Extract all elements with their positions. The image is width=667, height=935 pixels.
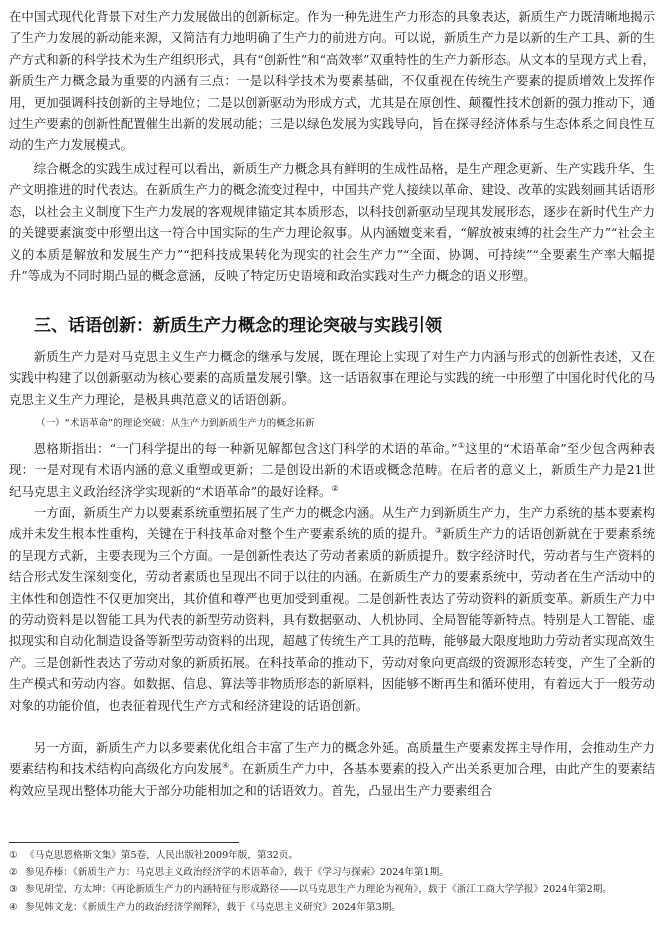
body-paragraph-5 <box>9 502 655 716</box>
paragraph-4-part-b: 这里的“术语革命”至少包含两种表现：一是对现有术语内涵的意义重塑或更新；二是创设出新的术语或概念范畴。在后者的意义上，新质生产力是21世纪马克思主义政治经济学实现新的“术语革命”的最好诠释。 <box>9 441 656 499</box>
paragraph-5-part-b: 新质生产力的话语创新就在于要素系统的呈现方式新，主要表现为三个方面。一是创新性表达了劳动者素质的新质提升。数字经济时代，劳动者与生产资料的结合形式发生深刻变化，劳动者素质也呈现出不同于以往的内涵。在新质生产力的要素系统中，劳动者在生产活动中的主体性和创造性不仅更加突出，其价值和尊严也更加受到重视。二是创新性表达了劳动资料的新质变革。新质生产力中的劳动资料是以智能工具为代表的新型劳动资料，具有数据驱动、人机协同、全局智能等新特点。特别是人工智能、虚拟现实和自动化制造设备等新型劳动资料的出现，超越了传统生产工具的范畴，能够最大限度地助力劳动者实现高效生产。三是创新性表达了劳动对象的新质拓展。在科技革命的推动下，劳动对象向更高级的资源形态转变，产生了全新的生产模式和劳动内容。如数据、信息、算法等非物质形态的新原料，因能够不断再生和循环使用，有着远大于一般劳动对象的功能价值，也表征着现代生产方式和经济建设的话语创新。 <box>9 526 656 713</box>
footnotes <box>9 848 661 917</box>
section-heading: 三、话语创新：新质生产力概念的理论突破与实践引领 <box>34 316 442 336</box>
body-paragraph-3: 新质生产力是对马克思主义生产力概念的继承与发展，既在理论上实现了对生产力内涵与形式的创新性表述，又在实践中构建了以创新驱动为核心要素的高质量发展引擎。这一话语叙事在理论与实践的统一中形塑了中国化时代化的马克思主义生产力理论，是极具典范意义的话语创新。 <box>9 349 655 407</box>
footnote-ref-4[interactable]: ④ <box>221 761 230 771</box>
footnote-text: 参见乔榛：《新质生产力：马克思主义政治经济学的术语革命》，载于《学习与探索》2024年第1期。 <box>25 867 449 879</box>
paragraph-4-part-a: 恩格斯指出：“一门科学提出的每一种新见解都包含这门科学的术语的革命。” <box>33 441 458 456</box>
footnote-text: 《马克思恩格斯文集》第5卷，人民出版社2009年版，第32页。 <box>25 850 298 861</box>
footnote-text: 参见韩文龙：《新质生产力的政治经济学阐释》，载于《马克思主义研究》2024年第3期。 <box>25 901 401 913</box>
footnote-text: 参见胡莹、方太坤：《再论新质生产力的内涵特征与形成路径——以马克思生产力理论为视角》，载于《浙江工商大学学报》2024年第2期。 <box>25 884 612 896</box>
footnote-2 <box>9 865 661 880</box>
footnote-ref-1[interactable]: ① <box>457 440 466 450</box>
footnote-3 <box>9 882 661 897</box>
paragraph-5-part-a: 一方面，新质生产力以要素系统重塑拓展了生产力的概念内涵。从生产力到新质生产力，生产力系统的基本要素构成并未发生根本性重构，关键在于科技革命对整个生产要素系统的质的提升。 <box>9 505 655 542</box>
footnote-mark: ② <box>9 867 18 879</box>
subsection-heading: （一）“术语革命”的理论突破：从生产力到新质生产力的概念拓新 <box>36 418 315 429</box>
footnote-ref-3[interactable]: ③ <box>434 526 443 536</box>
footnote-4 <box>9 900 661 915</box>
body-paragraph-6 <box>9 737 655 801</box>
footnote-divider <box>9 842 239 843</box>
paragraph-6-part-a: 另一方面，新质生产力以多要素优化组合丰富了生产力的概念外延。高质量生产要素发挥主导作用，会推动生产力要素结构和技术结构向高级化方向发展 <box>9 740 655 777</box>
body-paragraph-4 <box>9 438 655 502</box>
body-paragraph-1: 在中国式现代化背景下对生产力发展做出的创新标定。作为一种先进生产力形态的具象表达，新质生产力既清晰地揭示了生产力发展的新动能来源，又简洁有力地明确了生产力的前进方向。可以说，新质生产力是以新的生产工具、新的生产方式和新的科学技术为生产组织形式，具有“创新性”和“高效率”双重特性的生产力新形态。从文本的呈现方式上看，新质生产力概念最为重要的内涵有三点：一是以科学技术为要素基础，不仅重视在传统生产要素的提质增效上发挥作用，更加强调科技创新的主导地位；二是以创新驱动为形成方式，尤其是在原创性、颠覆性技术创新的强力推动下，通过生产要素的创新性配置催生出新的发展动能；三是以绿色发展为实践导向，旨在探寻经济体系与生态体系之间良性互动的生产力发展模式。 <box>9 9 655 153</box>
body-paragraph-2: 综合概念的实践生成过程可以看出，新质生产力概念具有鲜明的生成性品格，是生产理念更新、生产实践升华、生产文明推进的时代表达。在新质生产力的概念流变过程中，中国共产党人接续以革命、建设、改革的实践刻画其话语形态，以社会主义制度下生产力发展的客观规律锚定其本质形态，以科技创新驱动呈现其发展形态，逐步在新时代生产力的关键要素演变中形塑出这一符合中国实际的生产力理论叙事。从内涵嬗变来看，“解放被束缚的社会生产力”“社会主义的本质是解放和发展生产力”“把科技成果转化为现实的社会生产力”“全面、协调、可持续”“全要素生产率大幅提升”等成为不同时期凸显的概念意涵，反映了特定历史语境和政治实践对生产力概念的语义形塑。 <box>9 161 655 284</box>
footnote-mark: ③ <box>9 884 18 896</box>
paragraph-6-part-b: 。在新质生产力中，各基本要素的投入产出关系更加合理，由此产生的要素结构效应呈现出整体功能大于部分功能相加之和的话语效力。首先，凸显出生产力要素组合 <box>9 761 656 798</box>
footnote-mark: ① <box>9 850 18 861</box>
footnote-mark: ④ <box>9 901 18 913</box>
footnote-1 <box>9 848 661 863</box>
footnote-ref-2[interactable]: ② <box>331 483 339 493</box>
